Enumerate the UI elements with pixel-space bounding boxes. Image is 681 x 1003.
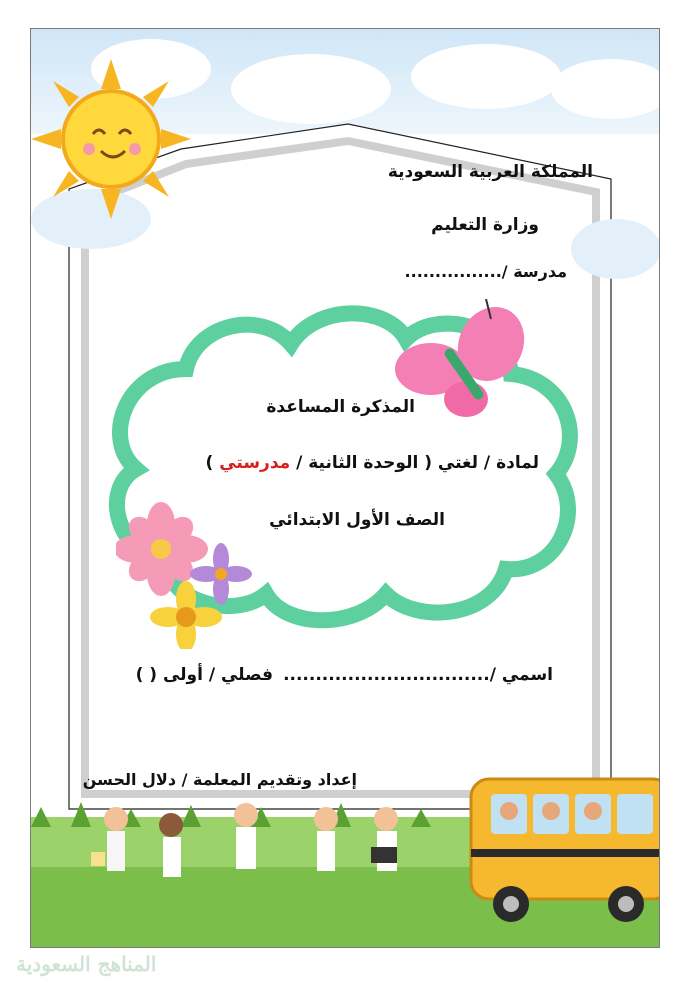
subject-line xyxy=(205,453,539,473)
subject-prefix: لمادة / لغتي ( الوحدة الثانية / xyxy=(290,453,539,473)
card-title: المذكرة المساعدة xyxy=(266,397,415,417)
kingdom-heading: المملكة العربية السعودية xyxy=(387,162,593,182)
subject-suffix: ) xyxy=(205,453,220,473)
class-field: فصلي / أولى ( ) xyxy=(135,665,273,685)
grade-line: الصف الأول الابتدائي xyxy=(269,510,445,530)
school-field: مدرسة /................ xyxy=(404,262,567,281)
side-cloud xyxy=(571,219,660,279)
ministry-heading: وزارة التعليم xyxy=(431,215,539,235)
sun-icon xyxy=(31,59,191,219)
student-name-field: اسمي /................................ xyxy=(283,665,553,685)
subject-highlight: مدرستي xyxy=(219,453,291,473)
school-bus-icon xyxy=(451,769,659,929)
teacher-credit: إعداد وتقديم المعلمة / دلال الحسن xyxy=(82,770,357,789)
flower-icon xyxy=(116,499,256,649)
page-frame xyxy=(30,28,660,948)
watermark-text: المناهج السعودية xyxy=(16,952,157,976)
